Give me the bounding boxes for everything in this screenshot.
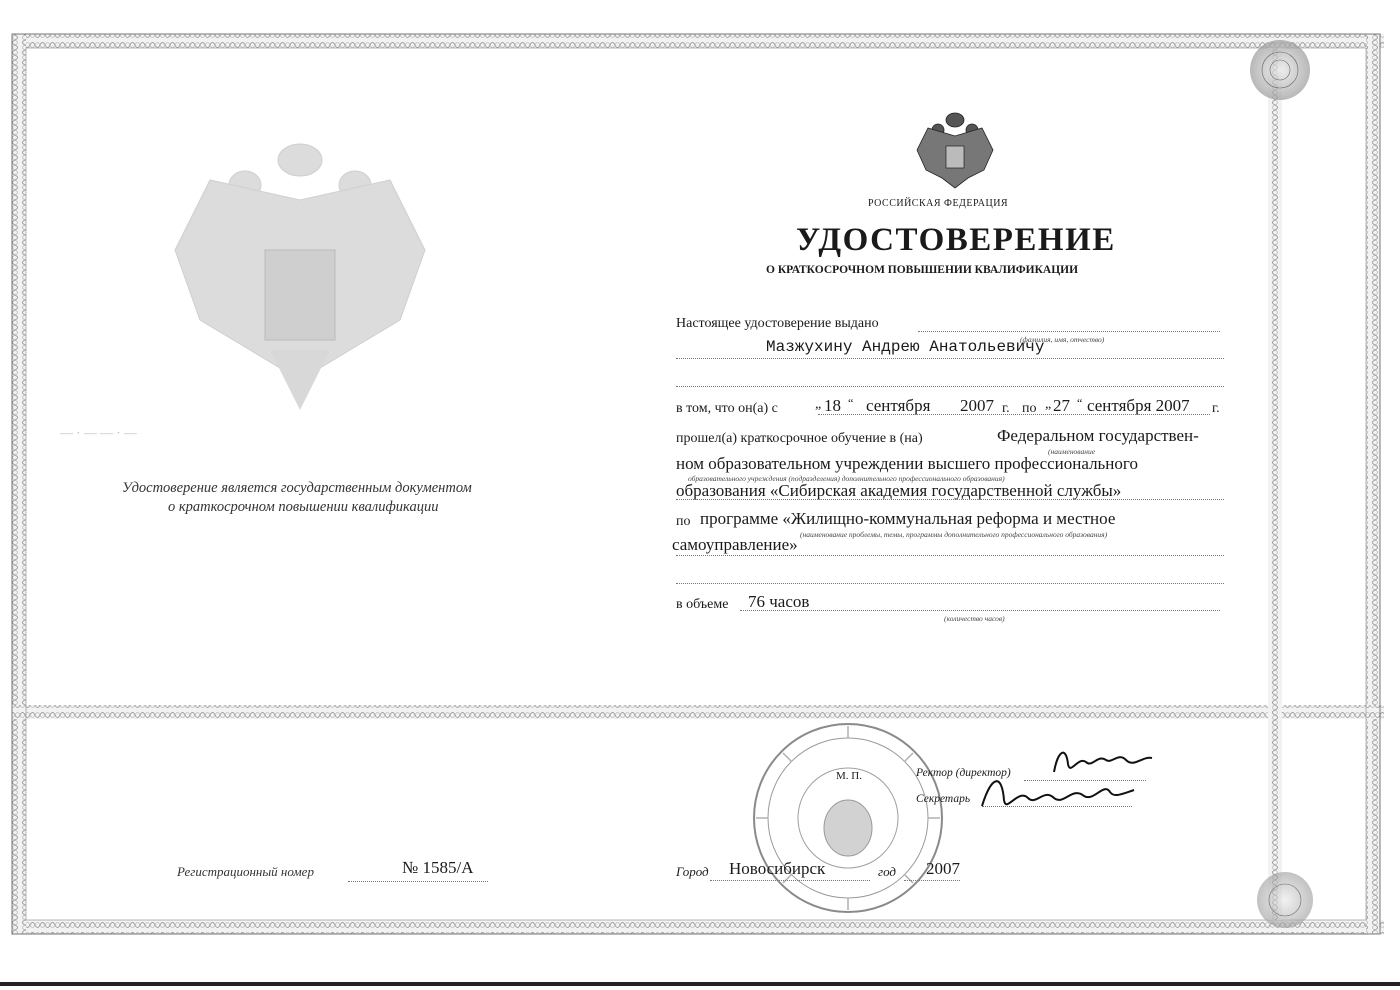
year-value: 2007: [926, 859, 960, 878]
month-from: сентября: [866, 396, 931, 415]
institution-line1: Федеральном государствен-: [997, 426, 1199, 445]
bleed-through-text: — · — — · —: [60, 425, 137, 440]
name-caption: (фамилия, имя, отчество): [1020, 335, 1105, 344]
month-to: сентября 2007: [1087, 396, 1190, 415]
city-value: Новосибирск: [729, 859, 826, 878]
city-label: Город: [676, 864, 709, 879]
reg-number-value: № 1585/А: [402, 858, 474, 877]
quote-close-2: “: [1077, 396, 1083, 410]
reg-number-label: Регистрационный номер: [177, 864, 314, 879]
program-caption: (наименование проблемы, темы, программы дополнительного профессионального образования): [800, 530, 1108, 539]
secretary-signature-icon: [978, 770, 1138, 820]
blank-line: [676, 386, 1224, 387]
program-line1: программе «Жилищно-коммунальная реформа и местное: [700, 509, 1116, 528]
volume-caption: (количество часов): [944, 614, 1005, 623]
volume-value: 76 часов: [748, 592, 810, 611]
program-blank-line: [676, 583, 1224, 584]
institution-caption: (наименование: [1048, 447, 1096, 456]
program-line2: самоуправление»: [672, 535, 798, 554]
period-prefix: в том, что он(а) с: [676, 401, 778, 416]
institution-caption2: образовательного учреждения (подразделения) дополнительного профессионального образования): [688, 474, 1005, 483]
institution-line3: образования «Сибирская академия государственной службы»: [676, 481, 1122, 500]
rector-label: Ректор (директор): [916, 767, 1011, 779]
year-from: 2007: [960, 396, 994, 415]
country-label: РОССИЙСКАЯ ФЕДЕРАЦИЯ: [868, 198, 1009, 209]
document-subtitle: О КРАТКОСРОЧНОМ ПОВЫШЕНИИ КВАЛИФИКАЦИИ: [766, 264, 1079, 276]
issued-line: [918, 331, 1220, 332]
training-label: прошел(а) краткосрочное обучение в (на): [676, 431, 923, 446]
secretary-label: Секретарь: [916, 793, 971, 805]
reg-number-line: [348, 881, 488, 882]
institution-line2: ном образовательном учреждении высшего профессионального: [676, 454, 1138, 473]
g-suffix-2: г.: [1212, 401, 1220, 416]
seal-stamp-icon: [748, 718, 948, 918]
document-title: УДОСТОВЕРЕНИЕ: [796, 222, 1116, 258]
volume-label: в объеме: [676, 597, 729, 612]
name-line: [676, 358, 1224, 359]
quote-open-1: „: [815, 397, 822, 412]
year-label: год: [878, 864, 896, 879]
institution-line: [676, 499, 1224, 500]
coat-of-arms-icon: [912, 110, 998, 194]
program-line: [676, 555, 1224, 556]
recipient-name: Мазжухину Андрею Анатольевичу: [766, 338, 1045, 356]
period-line: [818, 414, 1210, 415]
year-line: [904, 880, 960, 881]
quote-open-2: „: [1045, 397, 1052, 412]
quote-close-1: “: [848, 396, 854, 410]
g-suffix-1: г.: [1002, 401, 1010, 416]
day-to: 27: [1053, 396, 1070, 415]
po-label: по: [1022, 401, 1037, 416]
faint-emblem-icon: [150, 140, 450, 420]
document-note-line2: о краткосрочном повышении квалификации: [168, 499, 439, 515]
stamp-label: М. П.: [836, 770, 862, 782]
program-label: по: [676, 514, 691, 529]
volume-line: [740, 610, 1220, 611]
issued-label: Настоящее удостоверение выдано: [676, 316, 879, 331]
day-from: 18: [824, 396, 841, 415]
city-line: [710, 880, 870, 881]
document-note-line1: Удостоверение является государственным документом: [122, 480, 472, 496]
